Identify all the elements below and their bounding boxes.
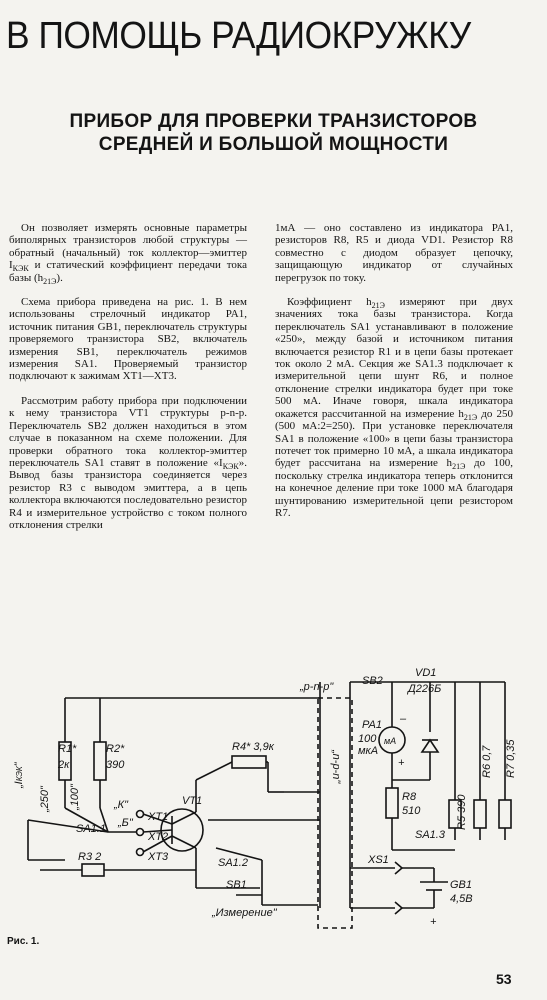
circuit-schematic bbox=[0, 660, 547, 935]
label-gb1: GB1 bbox=[450, 879, 473, 891]
label-sb2: SB2 bbox=[362, 675, 383, 687]
label-b: „Б" bbox=[118, 817, 133, 829]
label-meter-minus: – bbox=[400, 713, 407, 725]
label-izmerenie: „Измерение" bbox=[212, 907, 277, 919]
figure-caption: Рис. 1. bbox=[7, 936, 40, 947]
label-gb1-value: 4,5В bbox=[450, 893, 473, 905]
label-r6: R6 0,7 bbox=[481, 745, 493, 778]
label-npn: „n-p-n" bbox=[330, 750, 342, 784]
article-title-line-2: СРЕДНЕЙ И БОЛЬШОЙ МОЩНОСТИ bbox=[98, 134, 449, 155]
label-vd1: VD1 bbox=[415, 667, 437, 679]
label-sa12: SA1.2 bbox=[218, 857, 248, 869]
label-d226b: Д226Б bbox=[408, 683, 442, 695]
label-sb1: SB1 bbox=[226, 879, 247, 891]
label-r8: R8 bbox=[402, 791, 417, 803]
paragraph: 1мА — оно составлено из индикатора PA1, резисторов R8, R5 и диода VD1. Резистор R8 совместно с диодом образует цепочку, защищающую индикатор от случайных перегрузок по току. bbox=[275, 222, 513, 284]
label-pa1-unit: мкА bbox=[358, 745, 379, 757]
label-pos-250: „250" bbox=[39, 786, 51, 812]
section-header: В ПОМОЩЬ РАДИОКРУЖКУ bbox=[6, 15, 471, 57]
label-gb-plus: + bbox=[430, 916, 437, 928]
label-r8-value: 510 bbox=[402, 805, 421, 817]
label-xt3: XT3 bbox=[148, 851, 169, 863]
label-meter: мА bbox=[384, 736, 397, 746]
label-xt1: XT1 bbox=[148, 811, 169, 823]
label-sa13: SA1.3 bbox=[415, 829, 445, 841]
paragraph: Рассмотрим работу прибора при подключении к нему транзистора VT1 структуры p-n-p. Переключатель SB2 должен находиться в этом случае в показанном на схеме положении. Для проверки обратного тока коллектор-эмиттер переключатель SA1 ставят в положение «$I_{КЭК}$». Вывод базы транзистора соединяется через резистор R3 с выводом эмиттера, а в цепь коллектора включаются последовательно резистор R4 и измерительное устройство с током полного отклонения стрелки bbox=[9, 394, 247, 531]
text-column-left bbox=[9, 222, 247, 543]
label-pa1: PA1 bbox=[362, 719, 382, 731]
text-column-right bbox=[275, 222, 513, 531]
label-pnp: „p-n-p" bbox=[300, 681, 334, 693]
page-number: 53 bbox=[496, 971, 512, 987]
paragraph: Схема прибора приведена на рис. 1. В нем использованы стрелочный индикатор PA1, источник питания GB1, переключатель структуры проверяемого транзистора SB2, включатель измерения SB1, переключатель режимов измерения SA1. Проверяемый транзистор подключают к зажимам XT1—XT3. bbox=[9, 296, 247, 383]
label-r1: R1* bbox=[58, 743, 77, 755]
paragraph: Он позволяет измерять основные параметры биполярных транзисторов любой структуры — обратный (начальный) ток коллектор—эмиттер $I_{КЭК}$ и статический коэффициент передачи тока базы $(h_{21Э})$. bbox=[9, 222, 247, 286]
label-r3: R3 2 bbox=[78, 851, 102, 863]
label-pos-100: „100" bbox=[69, 784, 81, 810]
label-vt1: VT1 bbox=[182, 795, 203, 807]
label-xs1: XS1 bbox=[368, 854, 389, 866]
label-sa11: SA1.1 bbox=[76, 823, 106, 835]
paragraph: Коэффициент $h_{21Э}$ измеряют при двух значениях тока базы транзистора. Когда переключатель SA1 устанавливают в положение «250», между базой и источником питания включается резистор R1 и в цепи базы протекает ток около 2 мА. Секция же SA1.3 подключает к измерительной цепи шунт R6, и полное отклонение стрелки индикатора будет при токе 500 мА. Иначе говоря, шкала индикатора окажется рассчитанной на измерение $h_{21Э}$ до 250 (500 мА:2=250). При установке переключателя SA1 в положение «100» в цепи базы транзистора потечет ток примерно 10 мА, а шкала индикатора будет рассчитана на измерение $h_{21Э}$ до 100, поскольку стрелка индикатора теперь отклонится на конечное деление при токе 1000 мА благодаря шунтированию измерительной цепи резистором R7. bbox=[275, 296, 513, 519]
label-r4: R4* 3,9к bbox=[232, 741, 274, 753]
label-r2: R2* bbox=[106, 743, 125, 755]
label-r2-value: 390 bbox=[106, 759, 125, 771]
label-ikek: „IКЭК" bbox=[13, 762, 25, 788]
label-pa1-value: 100 bbox=[358, 733, 377, 745]
label-r1-value: 2к bbox=[58, 759, 70, 771]
label-r7: R7 0,35 bbox=[505, 739, 517, 778]
article-title-line-1: ПРИБОР ДЛЯ ПРОВЕРКИ ТРАНЗИСТОРОВ bbox=[69, 111, 478, 132]
label-k: „К" bbox=[114, 799, 129, 811]
label-meter-plus: + bbox=[398, 757, 405, 769]
label-xt2: XT2 bbox=[148, 831, 169, 843]
label-r5: R5 390 bbox=[456, 794, 468, 830]
